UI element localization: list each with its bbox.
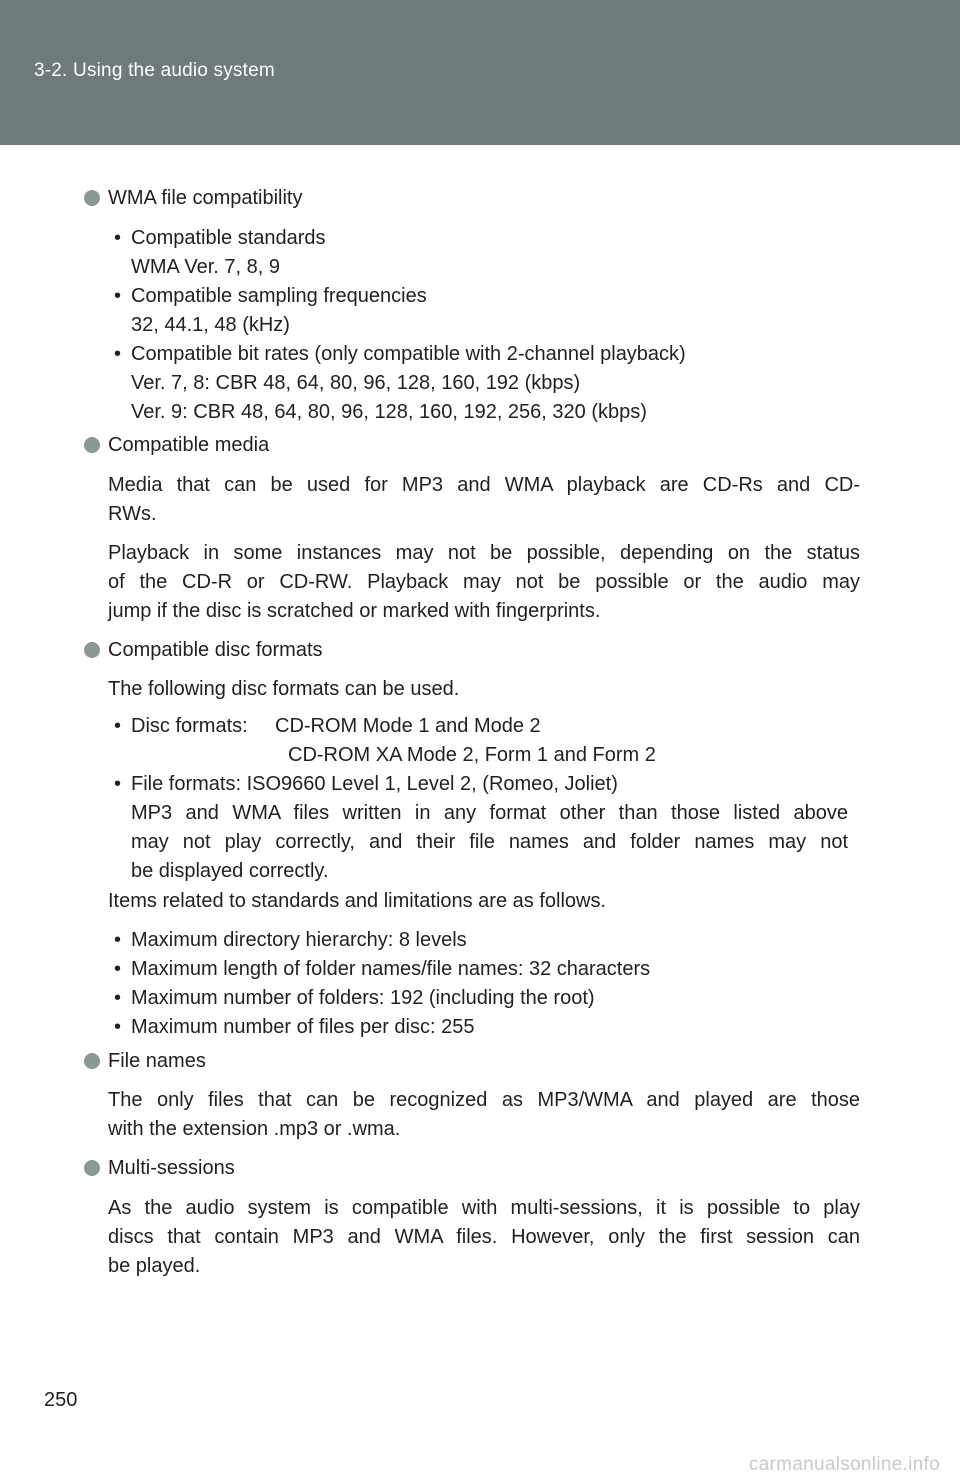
limit-item: Maximum number of folders: 192 (including the root) xyxy=(131,987,595,1009)
heading-file-names: File names xyxy=(108,1050,206,1072)
file-names-line: The only files that can be recognized as MP3/WMA and played are those xyxy=(108,1089,860,1111)
bullet-icon xyxy=(84,642,100,658)
disc-formats-value: CD-ROM Mode 1 and Mode 2 xyxy=(275,715,541,737)
bullet-icon xyxy=(84,1160,100,1176)
limit-item: Maximum number of files per disc: 255 xyxy=(131,1016,475,1038)
media-paragraph-line: RWs. xyxy=(108,503,157,525)
bullet-icon xyxy=(84,1053,100,1069)
multi-sessions-line: As the audio system is compatible with multi-sessions, it is possible to play xyxy=(108,1197,860,1219)
multi-sessions-line: be played. xyxy=(108,1255,201,1277)
disc-formats-label: Disc formats: xyxy=(131,715,248,737)
multi-sessions-line: discs that contain MP3 and WMA files. However, only the first session can xyxy=(108,1226,860,1248)
media-paragraph-line: Media that can be used for MP3 and WMA playback are CD-Rs and CD- xyxy=(108,474,860,496)
heading-formats: Compatible disc formats xyxy=(108,639,323,661)
page-number: 250 xyxy=(44,1389,78,1411)
bullet-icon xyxy=(84,437,100,453)
heading-media: Compatible media xyxy=(108,434,270,456)
page-header xyxy=(0,0,960,145)
list-dot-icon: • xyxy=(114,1016,122,1038)
standards-value: WMA Ver. 7, 8, 9 xyxy=(131,256,280,278)
media-paragraph-line: Playback in some instances may not be possible, depending on the status xyxy=(108,542,860,564)
limits-intro: Items related to standards and limitations are as follows. xyxy=(108,890,607,912)
bitrate-v9: Ver. 9: CBR 48, 64, 80, 96, 128, 160, 192, 256, 320 (kbps) xyxy=(131,401,647,423)
sampling-value: 32, 44.1, 48 (kHz) xyxy=(131,314,290,336)
heading-multi-sessions: Multi-sessions xyxy=(108,1157,235,1179)
bullet-icon xyxy=(84,190,100,206)
disc-formats-value: CD-ROM XA Mode 2, Form 1 and Form 2 xyxy=(288,744,656,766)
media-paragraph-line: jump if the disc is scratched or marked with fingerprints. xyxy=(108,600,601,622)
file-formats: File formats: ISO9660 Level 1, Level 2, (Romeo, Joliet) xyxy=(131,773,618,795)
standards-label: Compatible standards xyxy=(131,227,326,249)
watermark: carmanualsonline.info xyxy=(748,1454,940,1475)
list-dot-icon: • xyxy=(114,773,122,795)
formats-note-line: may not play correctly, and their file names and folder names may not xyxy=(131,831,848,853)
formats-note-line: be displayed correctly. xyxy=(131,860,329,882)
list-dot-icon: • xyxy=(114,715,122,737)
section-title: 3-2. Using the audio system xyxy=(34,60,275,81)
list-dot-icon: • xyxy=(114,929,122,951)
limit-item: Maximum directory hierarchy: 8 levels xyxy=(131,929,467,951)
limit-item: Maximum length of folder names/file names: 32 characters xyxy=(131,958,651,980)
heading-wma: WMA file compatibility xyxy=(108,187,303,209)
list-dot-icon: • xyxy=(114,227,122,249)
list-dot-icon: • xyxy=(114,343,122,365)
formats-intro: The following disc formats can be used. xyxy=(108,678,460,700)
file-names-line: with the extension .mp3 or .wma. xyxy=(108,1118,401,1140)
sampling-label: Compatible sampling frequencies xyxy=(131,285,427,307)
bitrate-v78: Ver. 7, 8: CBR 48, 64, 80, 96, 128, 160, 192 (kbps) xyxy=(131,372,581,394)
list-dot-icon: • xyxy=(114,958,122,980)
media-paragraph-line: of the CD-R or CD-RW. Playback may not be possible or the audio may xyxy=(108,571,860,593)
formats-note-line: MP3 and WMA files written in any format other than those listed above xyxy=(131,802,848,824)
list-dot-icon: • xyxy=(114,285,122,307)
bitrate-label: Compatible bit rates (only compatible with 2-channel playback) xyxy=(131,343,686,365)
list-dot-icon: • xyxy=(114,987,122,1009)
